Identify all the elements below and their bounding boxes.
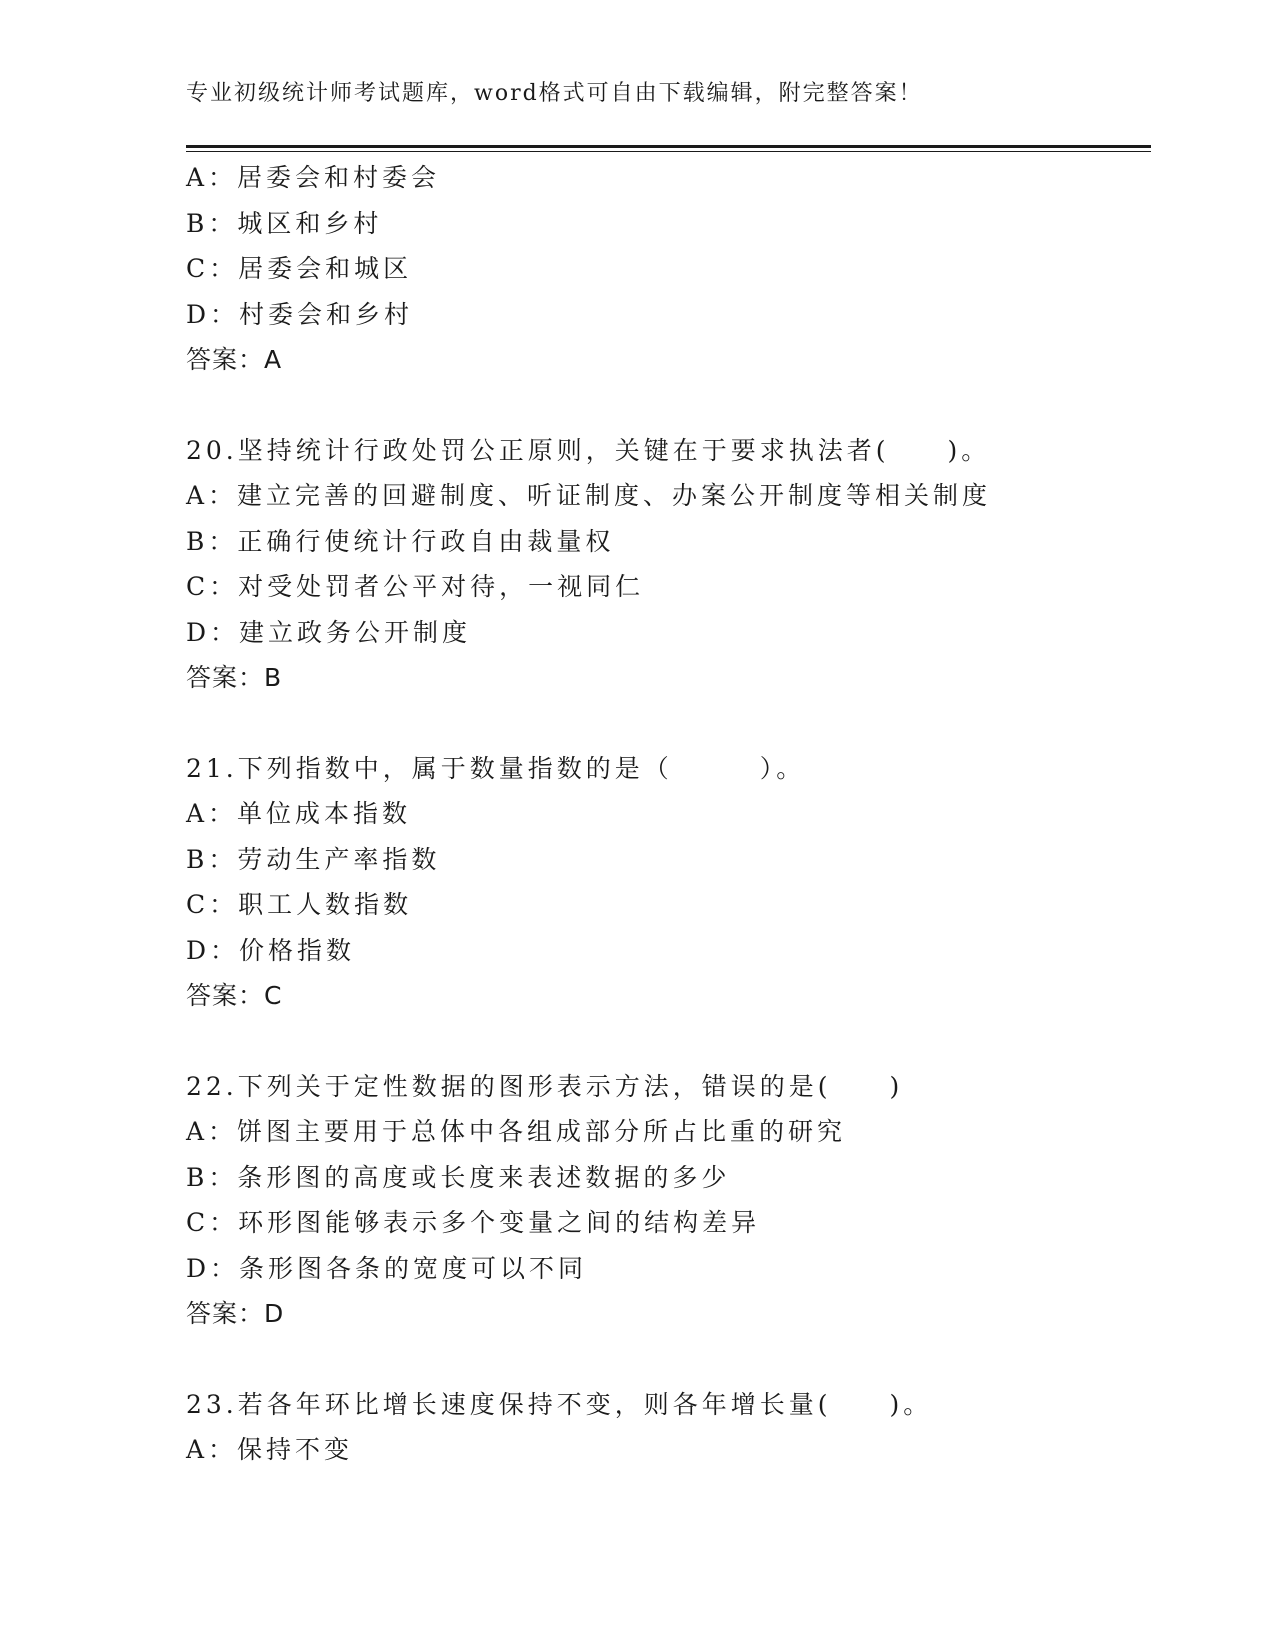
option-a: A：保持不变 (186, 1435, 354, 1464)
option-b: B：条形图的高度或长度来表述数据的多少 (186, 1162, 731, 1192)
option-d: D：建立政务公开制度 (186, 617, 472, 647)
question-text: 22.下列关于定性数据的图形表示方法，错误的是( ) (186, 1071, 904, 1101)
spacer (186, 383, 1151, 428)
spacer (186, 701, 1151, 746)
question-block-22 (186, 1064, 1151, 1337)
option-d: D：条形图各条的宽度可以不同 (186, 1253, 588, 1283)
option-b: B：城区和乡村 (186, 208, 383, 238)
page-header: 专业初级统计师考试题库，word格式可自由下载编辑，附完整答案！ (186, 81, 923, 106)
option-c: C：居委会和城区 (186, 254, 413, 283)
answer: 答案：B (186, 663, 283, 692)
option-b: B：劳动生产率指数 (186, 844, 441, 874)
header-rule-thin (186, 151, 1151, 152)
answer: 答案：A (186, 345, 283, 374)
spacer (186, 1019, 1151, 1064)
question-block-21 (186, 746, 1151, 1019)
answer: 答案：D (186, 1299, 285, 1328)
option-a: A：单位成本指数 (186, 799, 412, 828)
option-c: C：职工人数指数 (186, 890, 413, 919)
question-text: 23.若各年环比增长速度保持不变，则各年增长量( )。 (186, 1389, 933, 1419)
header-rule-thick (186, 145, 1151, 148)
option-a: A：饼图主要用于总体中各组成部分所占比重的研究 (186, 1117, 847, 1146)
option-a: A：居委会和村委会 (186, 163, 441, 192)
question-text: 20.坚持统计行政处罚公正原则，关键在于要求执法者( )。 (186, 435, 991, 465)
answer: 答案：C (186, 981, 283, 1010)
option-c: C：环形图能够表示多个变量之间的结构差异 (186, 1208, 761, 1237)
option-b: B：正确行使统计行政自由裁量权 (186, 526, 615, 556)
option-a: A：建立完善的回避制度、听证制度、办案公开制度等相关制度 (186, 481, 992, 510)
question-block-20 (186, 428, 1151, 701)
question-text: 21.下列指数中，属于数量指数的是（ ）。 (186, 753, 806, 783)
option-d: D：村委会和乡村 (186, 299, 414, 329)
spacer (186, 1337, 1151, 1382)
question-list (186, 155, 1151, 1473)
option-c: C：对受处罚者公平对待，一视同仁 (186, 572, 645, 601)
question-block-19 (186, 155, 1151, 383)
option-d: D：价格指数 (186, 935, 356, 965)
question-block-23 (186, 1382, 1151, 1473)
